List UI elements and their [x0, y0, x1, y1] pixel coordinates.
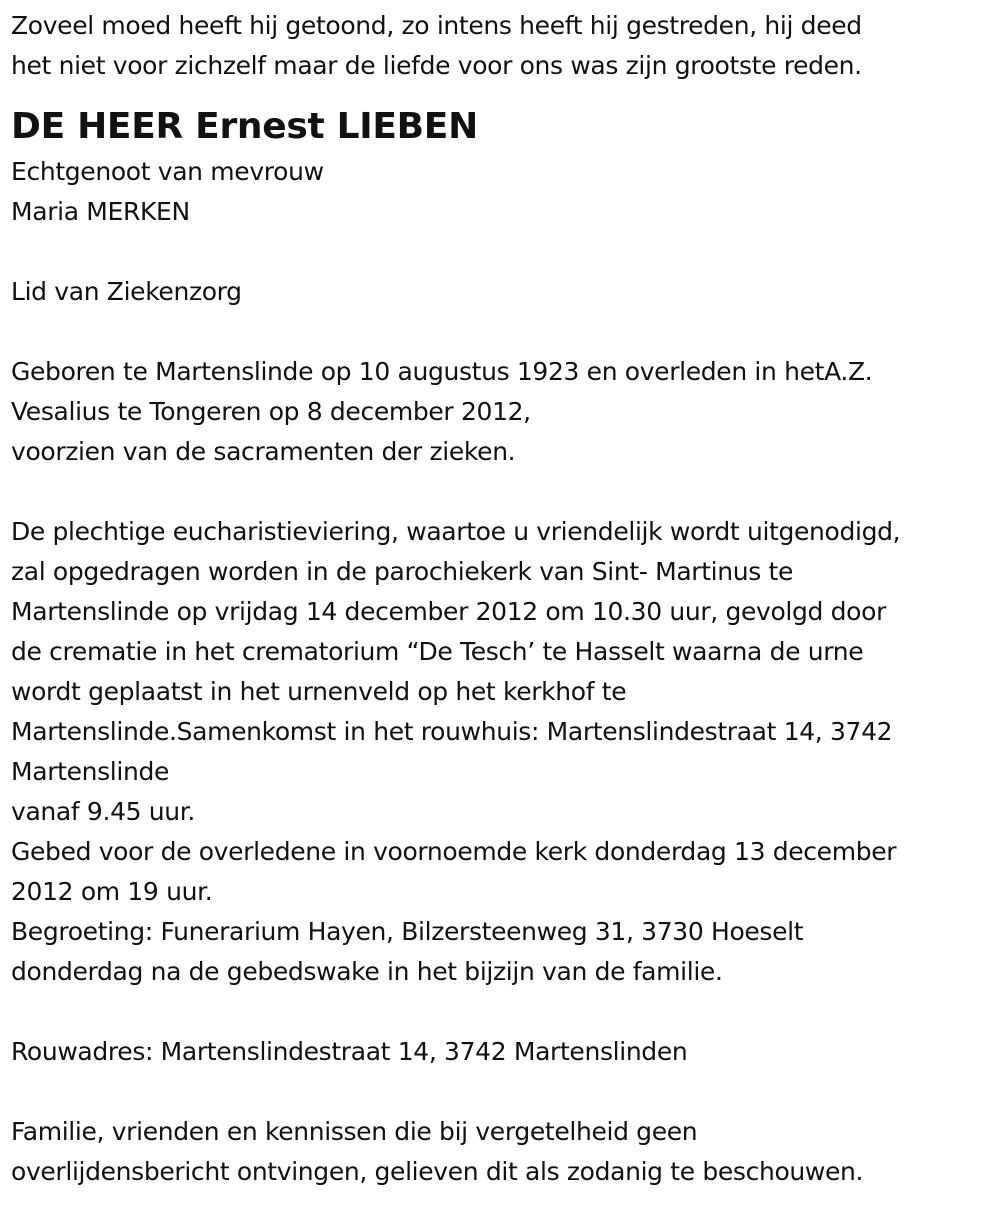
closing-line: Familie, vrienden en kennissen die bij vergetelheid geen [11, 1117, 698, 1146]
motto-line: het niet voor zichzelf maar de liefde voor ons was zijn grootste reden. [11, 51, 862, 80]
ceremony-line: de crematie in het crematorium “De Tesch’ te Hasselt waarna de urne [11, 637, 864, 666]
closing-note [11, 1112, 996, 1192]
birth-death-line: voorzien van de sacramenten der zieken. [11, 437, 516, 466]
ceremony-line: wordt geplaatst in het urnenveld op het kerkhof te [11, 677, 627, 706]
motto-verse [11, 6, 996, 86]
ceremony-line: zal opgedragen worden in de parochiekerk van Sint- Martinus te [11, 557, 794, 586]
ceremony-line: Gebed voor de overledene in voornoemde kerk donderdag 13 december [11, 837, 897, 866]
motto-line: Zoveel moed heeft hij getoond, zo intens heeft hij gestreden, hij deed [11, 11, 862, 40]
ceremony-line: Martenslinde [11, 757, 170, 786]
ceremony-line: Begroeting: Funerarium Hayen, Bilzersteenweg 31, 3730 Hoeselt [11, 917, 804, 946]
membership-line: Lid van Ziekenzorg [11, 277, 242, 306]
ceremony-line: Martenslinde.Samenkomst in het rouwhuis: Martenslindestraat 14, 3742 [11, 717, 893, 746]
obituary-notice [11, 6, 996, 1192]
ceremony-line: vanaf 9.45 uur. [11, 797, 196, 826]
birth-death-line: Vesalius te Tongeren op 8 december 2012, [11, 397, 531, 426]
birth-death-block [11, 352, 996, 472]
ceremony-line: 2012 om 19 uur. [11, 877, 213, 906]
ceremony-line: donderdag na de gebedswake in het bijzijn van de familie. [11, 957, 723, 986]
birth-death-line: Geboren te Martenslinde op 10 augustus 1923 en overleden in hetA.Z. [11, 357, 873, 386]
spouse-block [11, 152, 996, 232]
ceremony-line: De plechtige eucharistieviering, waartoe u vriendelijk wordt uitgenodigd, [11, 517, 901, 546]
spouse-name: Maria MERKEN [11, 197, 190, 226]
deceased-name-heading: DE HEER Ernest LIEBEN [11, 106, 478, 147]
mourning-address: Rouwadres: Martenslindestraat 14, 3742 Martenslinden [11, 1037, 688, 1066]
ceremony-block [11, 512, 996, 992]
closing-line: overlijdensbericht ontvingen, gelieven dit als zodanig te beschouwen. [11, 1157, 864, 1186]
ceremony-line: Martenslinde op vrijdag 14 december 2012 om 10.30 uur, gevolgd door [11, 597, 887, 626]
spouse-line: Echtgenoot van mevrouw [11, 157, 324, 186]
